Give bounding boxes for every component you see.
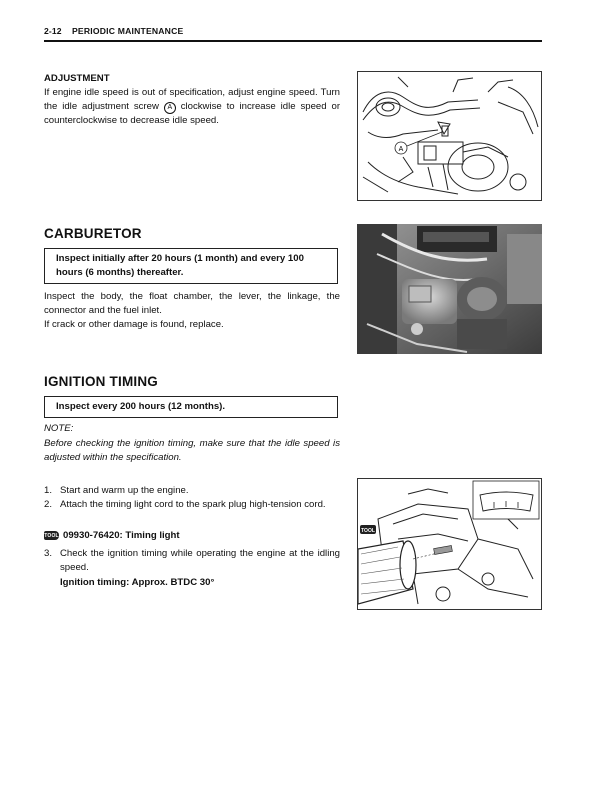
adjustment-text-2: clockwise to increase idle speed or counterclockwise to decrease idle speed. xyxy=(44,101,341,127)
adjustment-heading: ADJUSTMENT xyxy=(44,73,110,84)
circled-mark-a-letter: A xyxy=(167,104,173,112)
adjustment-text-1: If engine idle speed is out of specification, adjust engine speed. Turn the idle adjustment screw xyxy=(44,87,340,113)
ignition-interval-box xyxy=(44,396,338,418)
note-text: Before checking the ignition timing, make sure that the idle speed is adjusted within the specification. xyxy=(44,438,340,464)
adjustment-paragraph xyxy=(44,86,340,129)
step-3-text: Check the ignition timing while operating the engine at the idling speed. xyxy=(60,548,340,574)
timing-mark-inset xyxy=(473,481,539,519)
timing-light-figure xyxy=(357,478,542,610)
step-2-text: Attach the timing light cord to the spark plug high-tension cord. xyxy=(60,499,326,511)
page-number: 2-12 xyxy=(44,26,62,36)
ignition-steps xyxy=(44,484,340,512)
figure-tool-label: TOOL xyxy=(361,528,375,534)
step-2 xyxy=(44,498,340,512)
carburetor-heading: CARBURETOR xyxy=(44,226,142,241)
tool-text: 09930-76420: Timing light xyxy=(63,530,180,541)
carburetor-interval: Inspect initially after 20 hours (1 month) and every 100 hours (6 months) thereafter. xyxy=(56,253,304,279)
step-2-number: 2. xyxy=(44,499,53,511)
page-header xyxy=(44,26,542,42)
tool-icon: TOOL xyxy=(44,532,59,539)
carburetor-paragraph xyxy=(44,290,340,333)
carburetor-interval-box xyxy=(44,248,338,284)
step-3-number: 3. xyxy=(44,548,53,559)
step-1-text: Start and warm up the engine. xyxy=(60,485,189,496)
carburetor-body-2: If crack or other damage is found, replace. xyxy=(44,319,224,331)
idle-screw-figure xyxy=(357,71,542,201)
step-3 xyxy=(44,547,340,575)
ignition-interval: Inspect every 200 hours (12 months). xyxy=(56,401,226,412)
idle-screw-drawing xyxy=(358,72,541,200)
callout-a-text: A xyxy=(398,146,404,153)
carburetor-body-1: Inspect the body, the float chamber, the lever, the linkage, the connector and the fuel inlet. xyxy=(44,291,340,317)
note-label: NOTE: xyxy=(44,423,74,434)
timing-light-tool xyxy=(358,541,446,604)
figure-tool-icon xyxy=(360,525,376,534)
carburetor-photo-render xyxy=(357,224,542,354)
ignition-timing-heading: IGNITION TIMING xyxy=(44,374,158,389)
section-title: PERIODIC MAINTENANCE xyxy=(72,26,184,36)
ignition-steps-cont xyxy=(44,547,340,575)
timing-light-drawing xyxy=(358,479,541,609)
circled-mark-a xyxy=(164,102,176,114)
step-1 xyxy=(44,484,340,498)
step-1-number: 1. xyxy=(44,485,53,496)
tool-row xyxy=(44,530,180,541)
carburetor-photo xyxy=(357,224,542,354)
ignition-spec: Ignition timing: Approx. BTDC 30° xyxy=(60,577,215,588)
